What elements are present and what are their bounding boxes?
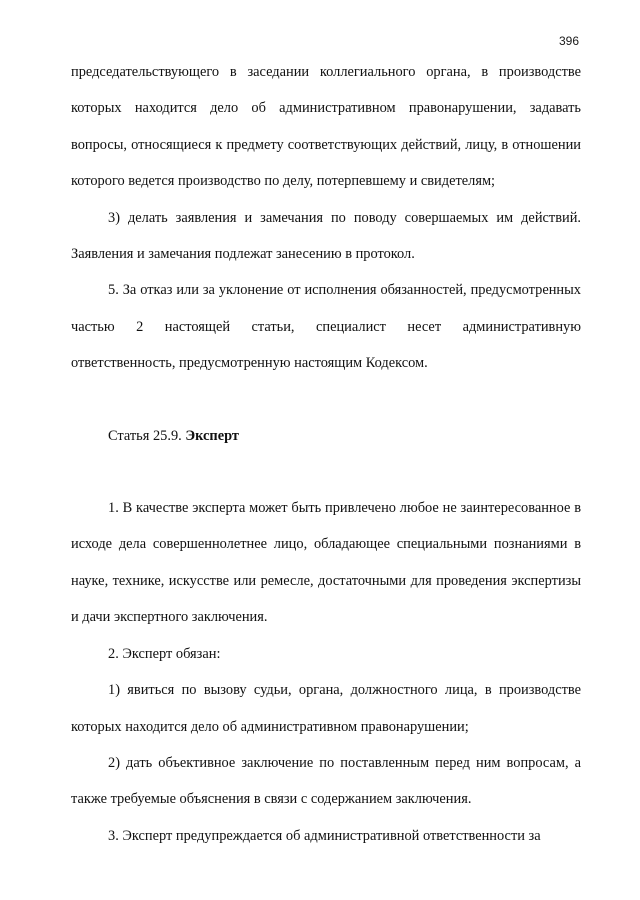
article-heading (71, 418, 581, 454)
document-body (71, 54, 581, 854)
paragraph-7: 2) дать объективное заключение по поставленным перед ним вопросам, а также требуемые объяснения в связи с содержанием заключения. (71, 754, 581, 808)
article-heading-title: Эксперт (185, 427, 239, 444)
spacer (71, 382, 581, 418)
article-heading-prefix: Статья 25.9. (108, 427, 186, 444)
paragraph-5: 2. Эксперт обязан: (108, 645, 221, 662)
paragraph-2: 3) делать заявления и замечания по поводу совершаемых им действий. Заявления и замечания подлежат занесению в протокол. (71, 209, 581, 263)
paragraph-8: 3. Эксперт предупреждается об административной ответственности за (108, 827, 541, 844)
paragraph-6: 1) явиться по вызову судьи, органа, должностного лица, в производстве которых находится дело об административном правонарушении; (71, 682, 581, 735)
spacer (71, 454, 581, 490)
page-number: 396 (558, 34, 579, 48)
paragraph-1: председательствующего в заседании коллегиального органа, в производстве которых находится дело об административном правонарушении, задавать вопросы, относящиеся к предмету соответствующих действий, лицу, в отношении которого ведется производство по делу, потерпевшему и свидетелям; (71, 64, 581, 190)
paragraph-4: 1. В качестве эксперта может быть привлечено любое не заинтересованное в исходе дела совершеннолетнее лицо, обладающее специальными познаниями в науке, технике, искусстве или ремесле, достаточными для проведения экспертизы и дачи экспертного заключения. (71, 500, 581, 626)
paragraph-3: 5. За отказ или за уклонение от исполнения обязанностей, предусмотренных частью 2 настоящей статьи, специалист несет административную ответственность, предусмотренную настоящим Кодексом. (71, 282, 581, 372)
